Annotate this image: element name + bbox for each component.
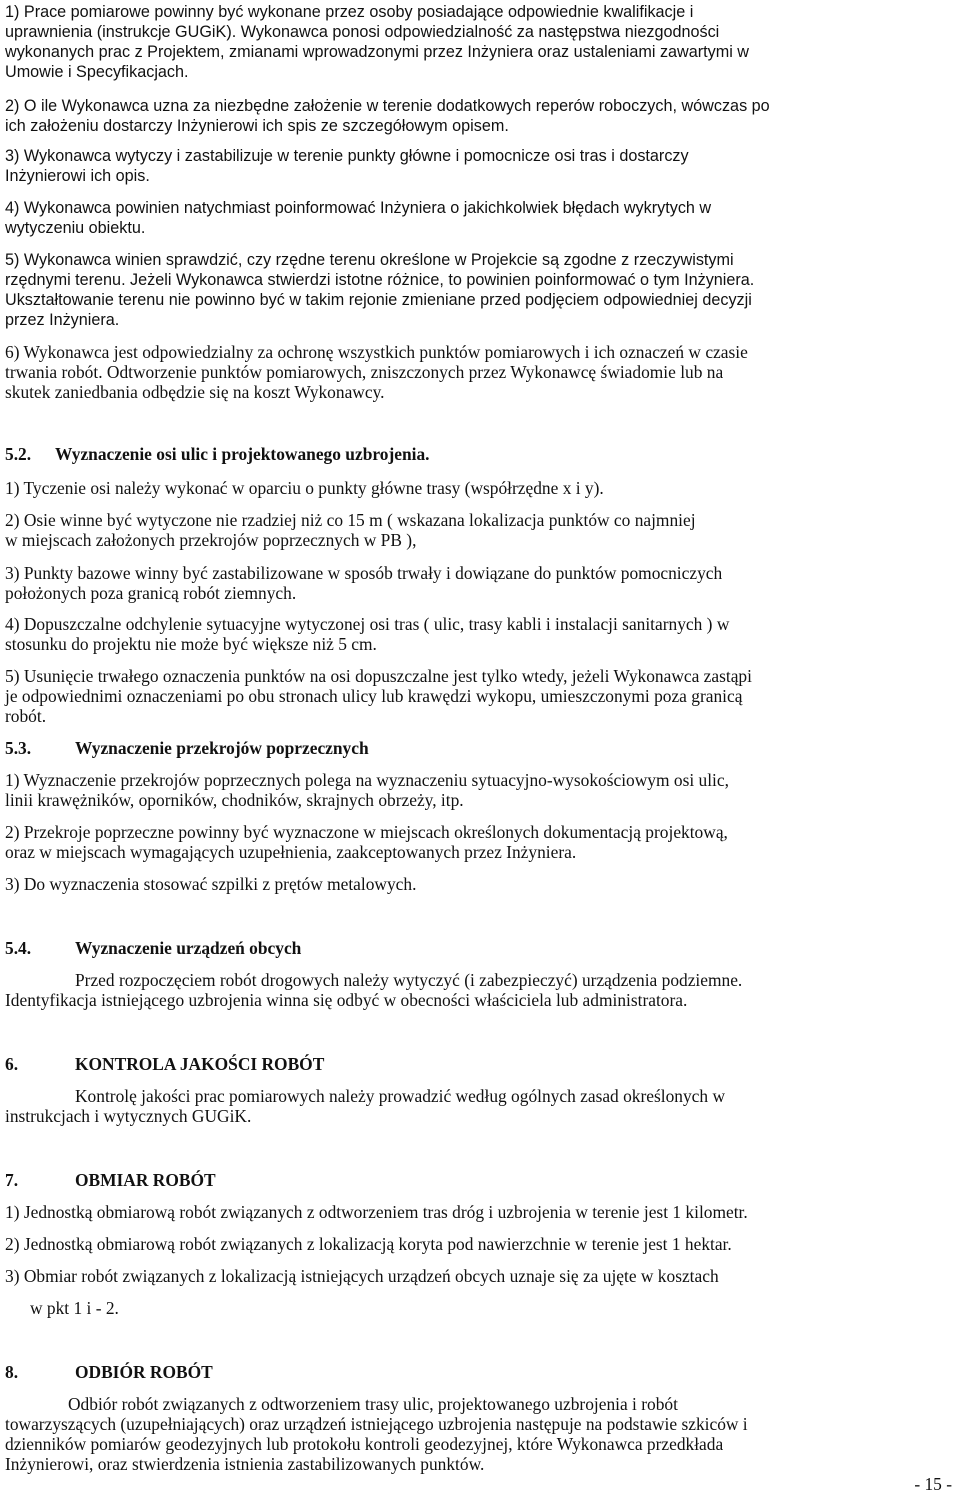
section-number: 5.3.: [5, 738, 32, 758]
text-line: 4) Dopuszczalne odchylenie sytuacyjne wytyczonej osi tras ( ulic, trasy kabli i instalacji sanitarnych ) w: [5, 614, 730, 634]
section-heading: Wyznaczenie przekrojów poprzecznych: [75, 738, 369, 758]
text-line: 2) O ile Wykonawca uzna za niezbędne założenie w terenie dodatkowych reperów roboczych, wówczas po: [5, 97, 770, 115]
text-line: rzędnymi terenu. Jeżeli Wykonawca stwierdzi istotne różnice, to powinien poinformować o tym Inżyniera.: [5, 271, 755, 289]
section-heading: Wyznaczenie urządzeń obcych: [75, 938, 302, 958]
section-number: 7.: [5, 1170, 19, 1190]
text-line: 3) Punkty bazowe winny być zastabilizowane w sposób trwały i dowiązane do punktów pomocniczych: [5, 563, 723, 583]
text-line: Identyfikacja istniejącego uzbrojenia winna się odbyć w obecności właściciela lub administratora.: [5, 990, 688, 1010]
text-line: 2) Osie winne być wytyczone nie rzadziej niż co 15 m ( wskazana lokalizacja punktów co najmniej: [5, 510, 696, 530]
text-line: 3) Wykonawca wytyczy i zastabilizuje w terenie punkty główne i pomocnicze osi tras i dostarczy: [5, 147, 689, 165]
text-line: przez Inżyniera.: [5, 311, 120, 329]
text-line: uprawnienia (instrukcje GUGiK). Wykonawca ponosi odpowiedzialność za następstwa niezgodności: [5, 23, 720, 41]
section-number: 8.: [5, 1362, 19, 1382]
text-line: skutek zaniedbania odbędzie się na koszt Wykonawcy.: [5, 382, 385, 402]
text-line: stosunku do projektu nie może być większe niż 5 cm.: [5, 634, 377, 654]
text-line: w pkt 1 i - 2.: [30, 1298, 119, 1318]
text-line: ich założeniu dostarczy Inżynierowi ich spis ze szczegółowym opisem.: [5, 117, 509, 135]
text-line: je odpowiednimi oznaczeniami po obu stronach ulicy lub krawędzi wykopu, umieszczonymi poza granicą: [5, 686, 743, 706]
text-line: 1) Prace pomiarowe powinny być wykonane przez osoby posiadające odpowiednie kwalifikacje i: [5, 3, 694, 21]
text-line: 1) Jednostką obmiarową robót związanych z odtworzeniem tras dróg i uzbrojenia w terenie jest 1 kilometr.: [5, 1202, 748, 1222]
text-line: instrukcjach i wytycznych GUGiK.: [5, 1106, 252, 1126]
text-line: 2) Jednostką obmiarową robót związanych z lokalizacją koryta pod nawierzchnie w terenie jest 1 hektar.: [5, 1234, 732, 1254]
text-line: Ukształtowanie terenu nie powinno być w takim rejonie zmieniane przed podjęciem odpowiedniej decyzji: [5, 291, 752, 309]
section-number: 6.: [5, 1054, 19, 1074]
section-number: 5.2.: [5, 444, 32, 464]
text-line: oraz w miejscach wymagających uzupełnienia, zaakceptowanych przez Inżyniera.: [5, 842, 577, 862]
text-line: 1) Wyznaczenie przekrojów poprzecznych polega na wyznaczeniu sytuacyjno-wysokościowym osi ulic,: [5, 770, 729, 790]
text-line: Inżynierowi, oraz stwierdzenia istnienia zastabilizowanych punktów.: [5, 1454, 485, 1474]
text-line: trwania robót. Odtworzenie punktów pomiarowych, zniszczonych przez Wykonawcę świadomie lub na: [5, 362, 724, 382]
text-line: dzienników pomiarów geodezyjnych lub protokołu kontroli geodezyjnej, które Wykonawca przedkłada: [5, 1434, 724, 1454]
text-line: 3) Obmiar robót związanych z lokalizacją istniejących urządzeń obcych uznaje się za ujęte w kosztach: [5, 1266, 719, 1286]
text-line: w miejscach założonych przekrojów poprzecznych w PB ),: [5, 530, 417, 550]
section-number: 5.4.: [5, 938, 32, 958]
text-line: 1) Tyczenie osi należy wykonać w oparciu o punkty główne trasy (współrzędne x i y).: [5, 478, 604, 498]
text-line: 6) Wykonawca jest odpowiedzialny za ochronę wszystkich punktów pomiarowych i ich oznaczeń w czasie: [5, 342, 748, 362]
text-line: 3) Do wyznaczenia stosować szpilki z prętów metalowych.: [5, 874, 417, 894]
text-line: linii krawężników, oporników, chodników, skrajnych obrzeży, itp.: [5, 790, 464, 810]
page-number: - 15 -: [914, 1474, 952, 1494]
text-line: Inżynierowi ich opis.: [5, 167, 150, 185]
text-line: Przed rozpoczęciem robót drogowych należy wytyczyć (i zabezpieczyć) urządzenia podziemne.: [75, 970, 743, 990]
section-heading: KONTROLA JAKOŚCI ROBÓT: [75, 1054, 325, 1074]
text-line: towarzyszących (uzupełniających) oraz urządzeń istniejącego uzbrojenia następuje na podstawie szkiców i: [5, 1414, 748, 1434]
text-line: Odbiór robót związanych z odtworzeniem trasy ulic, projektowanego uzbrojenia i robót: [68, 1394, 678, 1414]
text-line: 5) Wykonawca winien sprawdzić, czy rzędne terenu określone w Projekcie są zgodne z rzeczywistymi: [5, 251, 734, 269]
text-line: robót.: [5, 706, 47, 726]
text-line: 4) Wykonawca powinien natychmiast poinformować Inżyniera o jakichkolwiek błędach wykrytych w: [5, 199, 712, 217]
section-heading: ODBIÓR ROBÓT: [75, 1362, 213, 1382]
text-line: wykonanych prac z Projektem, zmianami wprowadzonymi przez Inżyniera oraz ustaleniami zawartymi w: [5, 43, 749, 61]
text-line: położonych poza granicą robót ziemnych.: [5, 583, 297, 603]
text-line: 5) Usunięcie trwałego oznaczenia punktów na osi dopuszczalne jest tylko wtedy, jeżeli Wykonawca zastąpi: [5, 666, 752, 686]
section-heading: Wyznaczenie osi ulic i projektowanego uzbrojenia.: [55, 444, 430, 464]
text-line: Umowie i Specyfikacjach.: [5, 63, 189, 81]
text-line: wytyczeniu obiektu.: [5, 219, 146, 237]
text-line: Kontrolę jakości prac pomiarowych należy prowadzić według ogólnych zasad określonych w: [75, 1086, 726, 1106]
section-heading: OBMIAR ROBÓT: [75, 1170, 216, 1190]
text-line: 2) Przekroje poprzeczne powinny być wyznaczone w miejscach określonych dokumentacją projektową,: [5, 822, 728, 842]
